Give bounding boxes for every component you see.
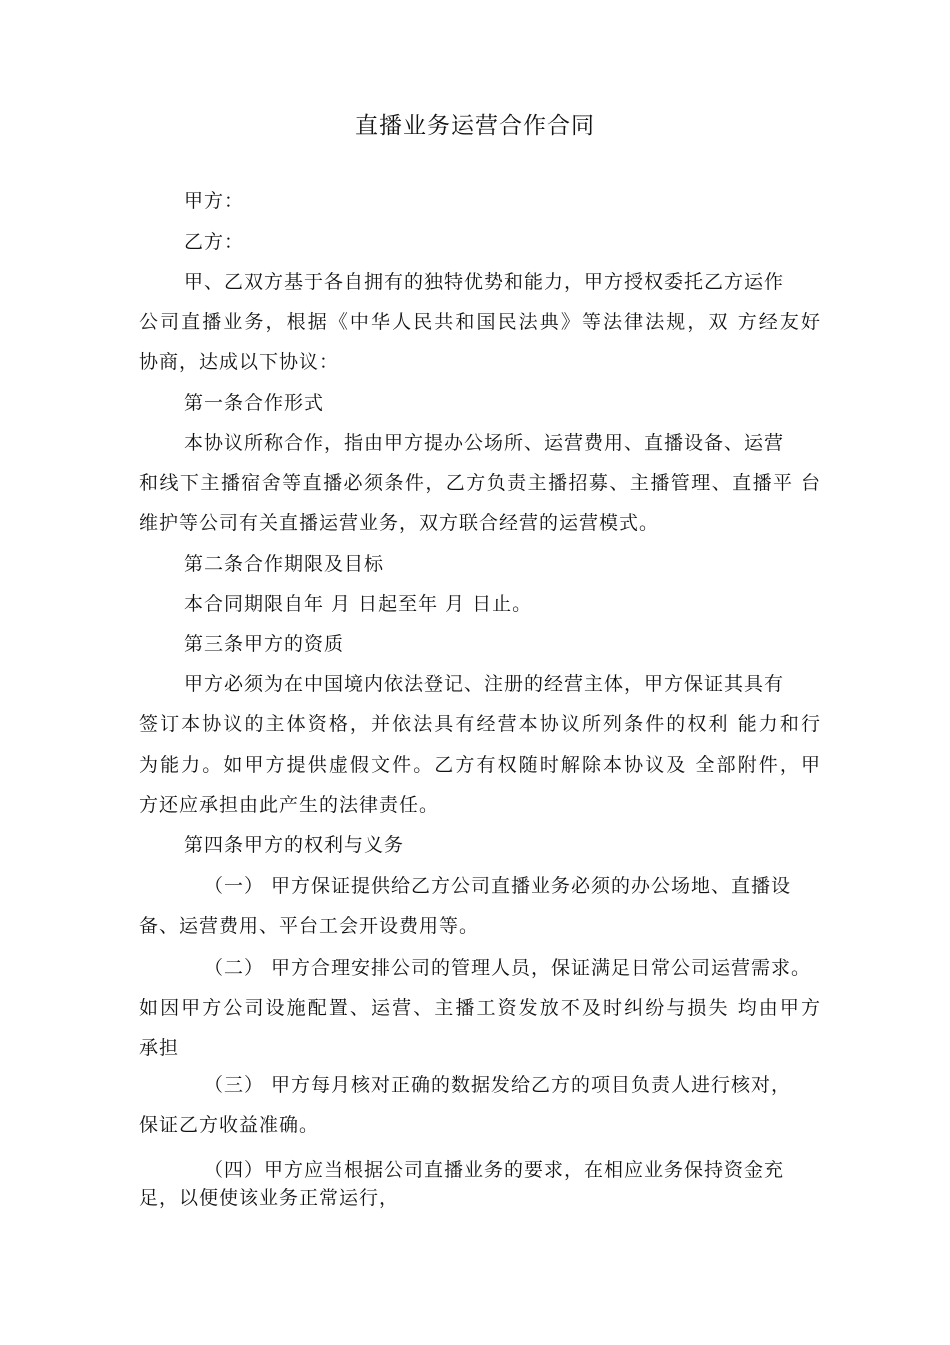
- article-4-item-3-line-2: 保证乙方收益准确。: [139, 1114, 320, 1136]
- preamble-line-3: 协商，达成以下协议：: [139, 351, 340, 373]
- article-1-line-1: 本协议所称合作，指由甲方提办公场所、运营费用、直播设备、运营: [184, 432, 785, 454]
- article-4-item-1-line-2: 备、运营费用、平台工会开设费用等。: [139, 915, 480, 937]
- article-4-item-2-line-1: （二） 甲方合理安排公司的管理人员，保证满足日常公司运营需求。: [204, 957, 812, 979]
- article-4-item-4-line-2: 足，以便使该业务正常运行，: [139, 1187, 400, 1209]
- article-4-item-2-line-2: 如因甲方公司设施配置、运营、主播工资发放不及时纠纷与损失 均由甲方: [139, 997, 821, 1019]
- party-b-label: 乙方：: [184, 231, 245, 253]
- article-3-line-1: 甲方必须为在中国境内依法登记、注册的经营主体，甲方保证其具有: [184, 673, 785, 695]
- article-1-line-2: 和线下主播宿舍等直播必须条件，乙方负责主播招募、主播管理、直播平 台: [139, 472, 821, 494]
- article-3-line-3: 为能力。如甲方提供虚假文件。乙方有权随时解除本协议及 全部附件，甲: [139, 754, 821, 776]
- article-3-heading: 第三条甲方的资质: [184, 633, 345, 655]
- article-1-line-3: 维护等公司有关直播运营业务，双方联合经营的运营模式。: [139, 512, 660, 534]
- article-2-heading: 第二条合作期限及目标: [184, 553, 385, 575]
- article-4-item-2-line-3: 承担: [139, 1037, 180, 1059]
- article-2-line-1: 本合同期限自年 月 日起至年 月 日止。: [184, 593, 533, 615]
- article-4-item-1-line-1: （一） 甲方保证提供给乙方公司直播业务必须的办公场地、直播设: [204, 875, 792, 897]
- article-3-line-4: 方还应承担由此产生的法律责任。: [139, 794, 440, 816]
- preamble-line-1: 甲、乙双方基于各自拥有的独特优势和能力，甲方授权委托乙方运作: [184, 271, 785, 293]
- preamble-line-2: 公司直播业务，根据《中华人民共和国民法典》等法律法规，双 方经友好: [139, 311, 821, 333]
- document-title: 直播业务运营合作合同: [355, 113, 595, 139]
- party-a-label: 甲方：: [184, 190, 245, 212]
- article-4-heading: 第四条甲方的权利与义务: [184, 834, 405, 856]
- article-4-item-4-line-1: （四）甲方应当根据公司直播业务的要求，在相应业务保持资金充: [204, 1159, 785, 1181]
- article-3-line-2: 签订本协议的主体资格，并依法具有经营本协议所列条件的权利 能力和行: [139, 713, 821, 735]
- article-1-heading: 第一条合作形式: [184, 392, 325, 414]
- article-4-item-3-line-1: （三） 甲方每月核对正确的数据发给乙方的项目负责人进行核对，: [204, 1074, 792, 1096]
